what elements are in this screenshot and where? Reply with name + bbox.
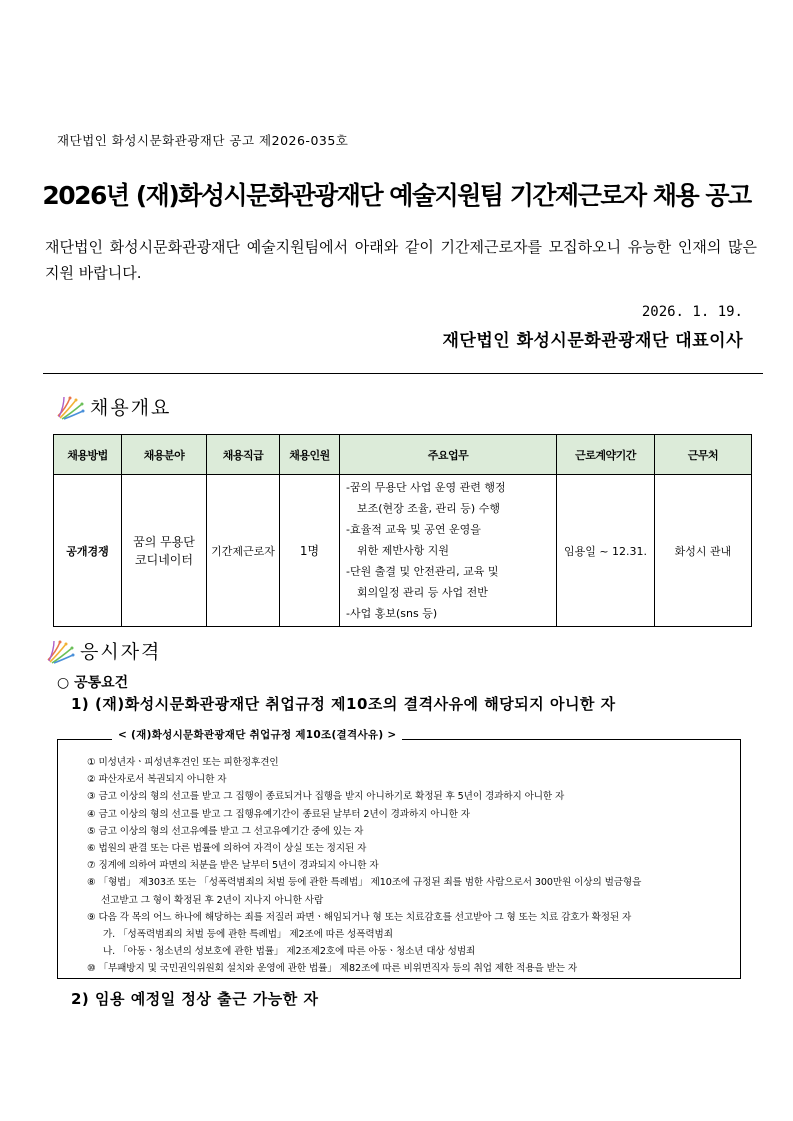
list-item: ⑤ 금고 이상의 형의 선고유예를 받고 그 선고유예기간 중에 있는 자: [87, 825, 364, 837]
requirement-1: 1) (재)화성시문화관광재단 취업규정 제10조의 결격사유에 해당되지 아니한 자: [71, 695, 616, 713]
announcement-date: 2026. 1. 19.: [641, 304, 743, 320]
regulation-box-title: < (재)화성시문화관광재단 취업규정 제10조(결격사유) >: [112, 727, 402, 742]
list-item: ② 파산자로서 복권되지 아니한 자: [87, 774, 227, 786]
section-title: 응시자격: [80, 641, 162, 663]
requirement-2: 2) 임용 예정일 정상 출근 가능한 자: [71, 990, 319, 1008]
duty-line: -효율적 교육 및 공연 운영을: [346, 523, 481, 536]
section-title: 채용개요: [90, 397, 172, 419]
duty-line: 회의일정 관리 등 사업 전반: [357, 586, 488, 599]
list-item: 나. 「아동ㆍ청소년의 성보호에 관한 법률」 제2조제2호에 따른 아동ㆍ청소년 대상 성범죄: [103, 946, 476, 958]
field-line: 꿈의 무용단: [133, 534, 195, 549]
table-header: 근무처: [655, 435, 752, 475]
table-header: 채용직급: [207, 435, 280, 475]
hiring-overview-table: [53, 434, 752, 627]
table-header: 주요업무: [340, 435, 557, 475]
list-item: ⑦ 징계에 의하여 파면의 처분을 받은 날부터 5년이 경과되지 아니한 자: [87, 860, 379, 872]
table-header: 채용인원: [280, 435, 340, 475]
list-item: 가. 「성폭력범죄의 처벌 등에 관한 특례법」 제2조에 따른 성폭력범죄: [103, 929, 393, 941]
list-item: ① 미성년자ㆍ피성년후견인 또는 피한정후견인: [87, 757, 279, 768]
table-header: 근로계약기간: [557, 435, 655, 475]
list-item: ⑩ 「부패방지 및 국민권익위원회 설치와 운영에 관한 법률」 제82조에 따른 비위면직자 등의 취업 제한 적용을 받는 자: [87, 963, 578, 975]
contract-period-cell: 임용일 ~ 12.31.: [557, 475, 655, 627]
notice-number: 재단법인 화성시문화관광재단 공고 제2026-035호: [57, 133, 349, 148]
headcount-cell: 1명: [280, 475, 340, 627]
list-item: ⑧ 「형법」 제303조 또는 「성폭력범죄의 처벌 등에 관한 특례법」 제10조에 규정된 죄를 범한 사람으로서 300만원 이상의 벌금형을: [87, 877, 642, 889]
field-line: 코디네이터: [135, 552, 193, 567]
organization-signature: 재단법인 화성시문화관광재단 대표이사: [442, 331, 743, 351]
divider: [43, 373, 763, 374]
section-heading-hiring-overview: [56, 393, 171, 420]
table-header: 채용분야: [122, 435, 207, 475]
fireworks-icon: [56, 394, 86, 420]
job-grade-cell: 기간제근로자: [207, 475, 280, 627]
hiring-field-cell: [122, 475, 207, 627]
duty-line: -사업 홍보(sns 등): [346, 607, 438, 620]
duty-line: 위한 제반사항 지원: [357, 544, 450, 557]
fireworks-icon: [46, 638, 76, 664]
list-item: ⑨ 다음 각 목의 어느 하나에 해당하는 죄를 저질러 파면ㆍ해임되거나 형 또는 치료감호를 선고받아 그 형 또는 치료 감호가 확정된 자: [87, 911, 632, 923]
table-header: 채용방법: [54, 435, 122, 475]
hiring-method-cell: 공개경쟁: [54, 475, 122, 627]
table-row: [54, 475, 752, 627]
list-item: ④ 금고 이상의 형의 선고를 받고 그 집행유예기간이 종료된 날부터 2년이 경과하지 아니한 자: [87, 808, 470, 820]
page-title: 2026년 (재)화성시문화관광재단 예술지원팀 기간제근로자 채용 공고: [42, 181, 751, 210]
common-requirements-heading: ○ 공통요건: [57, 675, 129, 691]
table-header-row: [54, 435, 752, 475]
main-duties-cell: [340, 475, 557, 627]
duty-line: -단원 출결 및 안전관리, 교육 및: [346, 565, 499, 578]
list-item: ③ 금고 이상의 형의 선고를 받고 그 집행이 종료되거나 집행을 받지 아니하기로 확정된 후 5년이 경과하지 아니한 자: [87, 791, 565, 803]
duty-line: -꿈의 무용단 사업 운영 관련 행정: [346, 481, 506, 494]
list-item: 선고받고 그 형이 확정된 후 2년이 지나지 아니한 사람: [101, 894, 324, 906]
workplace-cell: 화성시 관내: [655, 475, 752, 627]
intro-paragraph: 재단법인 화성시문화관광재단 예술지원팀에서 아래와 같이 기간제근로자를 모집하오니 유능한 인재의 많은 지원 바랍니다.: [45, 238, 757, 282]
section-heading-eligibility: [46, 637, 161, 664]
disqualification-list: [87, 754, 727, 978]
list-item: ⑥ 법원의 판결 또는 다른 법률에 의하여 자격이 상실 또는 정지된 자: [87, 843, 367, 855]
duty-line: 보조(현장 조율, 관리 등) 수행: [357, 502, 500, 515]
